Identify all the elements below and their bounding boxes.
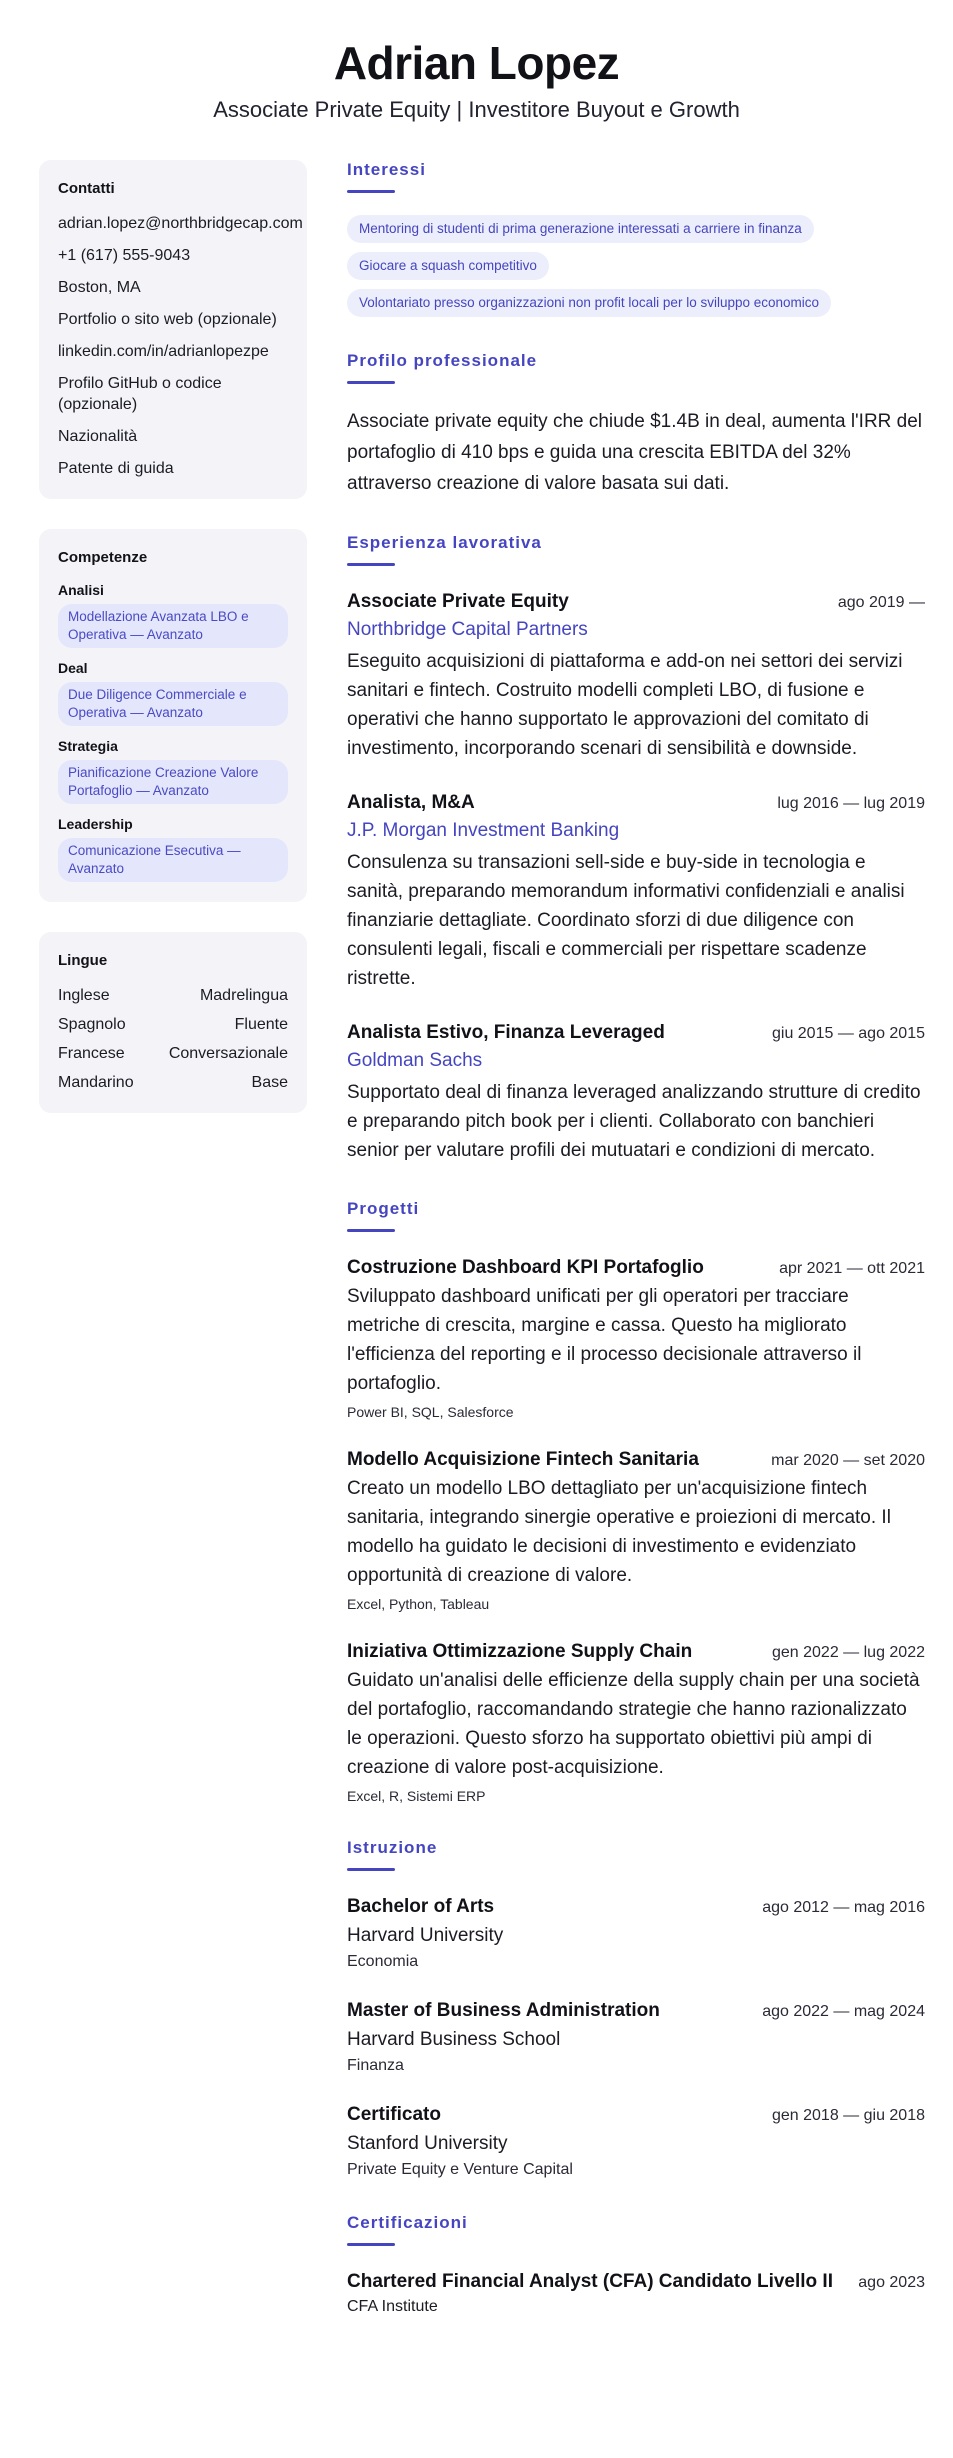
education-entry [347,2101,925,2179]
study-field: Private Equity e Venture Capital [347,2161,573,2178]
degree-date: ago 2012 — mag 2016 [762,1899,925,1916]
certification-issuer: CFA Institute [347,2298,438,2315]
resume-header [0,0,953,123]
skill-chip: Due Diligence Commerciale e Operativa — Avanzato [58,682,288,726]
experience-entry [347,789,925,993]
projects-section [347,1199,925,1804]
skill-category: Strategia [58,738,118,754]
certifications-section [347,2213,925,2316]
main-content [347,160,925,2316]
project-tools: Power BI, SQL, Salesforce [347,1404,514,1420]
language-name: Francese [58,1045,125,1062]
education-entry [347,1997,925,2075]
interests-list [347,215,925,317]
language-row [58,1072,288,1093]
interest-chip: Giocare a squash competitivo [347,252,549,280]
skill-group [58,660,288,726]
skill-category: Deal [58,660,88,676]
contact-phone[interactable]: +1 (617) 555-9043 [58,247,191,264]
job-description: Supportato deal di finanza leveraged analizzando strutture di credito e preparando pitch book per i clienti. Collaborato con banchieri senior per valutare profili dei mutuatari e condizioni di mercato. [347,1082,921,1161]
project-tools: Excel, R, Sistemi ERP [347,1788,486,1804]
project-name: Costruzione Dashboard KPI Portafoglio [347,1257,704,1278]
sidebar [39,160,307,1143]
language-row [58,1043,288,1064]
project-entry [347,1446,925,1612]
skill-group [58,582,288,648]
study-field: Finanza [347,2057,404,2074]
profile-section [347,351,925,499]
job-description: Eseguito acquisizioni di piattaforma e add-on nei settori dei servizi sanitari e fintech. Costruito modelli completi LBO, di fusione e operativi che hanno supportato le approvazioni del comitato di investimento, incorporando scenari di sensibilità e downside. [347,651,903,759]
certification-entry [347,2268,925,2316]
skill-chip: Modellazione Avanzata LBO e Operativa — Avanzato [58,604,288,648]
contacts-title: Contatti [58,180,115,197]
job-date: lug 2016 — lug 2019 [777,795,925,812]
school-name: Harvard University [347,1925,504,1946]
candidate-name: Adrian Lopez [333,37,620,89]
project-date: apr 2021 — ott 2021 [779,1260,925,1277]
section-divider [347,190,395,193]
skills-title: Competenze [58,549,148,566]
languages-card [39,932,307,1113]
skill-category: Leadership [58,816,133,832]
section-title: Progetti [347,1199,420,1218]
section-divider [347,2243,395,2246]
project-description: Creato un modello LBO dettagliato per un'acquisizione fintech sanitaria, integrando sinergie operative e proiezioni di mercato. Il modello ha guidato le decisioni di investimento e evidenziato opportunità di creazione di valore. [347,1478,891,1586]
interest-chip: Mentoring di studenti di prima generazione interessati a carriere in finanza [347,215,814,243]
job-company: Northbridge Capital Partners [347,619,588,640]
skill-group [58,738,288,804]
degree-date: gen 2018 — giu 2018 [771,2107,925,2124]
resume-body [39,160,929,2315]
section-title: Certificazioni [347,2213,468,2232]
job-date: ago 2019 — [837,594,925,611]
experience-entry [347,1019,925,1165]
project-date: mar 2020 — set 2020 [771,1452,925,1469]
skill-group [58,816,288,882]
contact-nationality: Nazionalità [58,428,138,445]
language-level: Conversazionale [168,1045,288,1062]
language-row [58,985,288,1006]
language-name: Spagnolo [58,1016,126,1033]
language-level: Fluente [234,1016,288,1033]
job-role: Analista, M&A [347,792,475,813]
contacts-card [39,160,307,499]
interest-chip: Volontariato presso organizzazioni non profit locali per lo sviluppo economico [347,289,831,317]
profile-summary: Associate private equity che chiude $1.4B in deal, aumenta l'IRR del portafoglio di 410 bps e guida una crescita EBITDA del 32% attraverso creazione di valore basata sui dati. [347,411,923,494]
degree-date: ago 2022 — mag 2024 [762,2003,925,2020]
education-section [347,1838,925,2179]
certification-date: ago 2023 [858,2274,925,2291]
school-name: Harvard Business School [347,2029,561,2050]
section-title: Profilo professionale [347,351,538,370]
contact-license: Patente di guida [58,460,174,477]
study-field: Economia [347,1953,419,1970]
language-row [58,1014,288,1035]
degree-name: Bachelor of Arts [347,1896,495,1917]
project-entry [347,1254,925,1420]
contact-location: Boston, MA [58,279,141,296]
project-date: gen 2022 — lug 2022 [771,1644,925,1661]
job-company: J.P. Morgan Investment Banking [347,820,620,841]
project-name: Iniziativa Ottimizzazione Supply Chain [347,1641,693,1662]
contact-linkedin[interactable]: linkedin.com/in/adrianlopezpe [58,343,269,360]
experience-entry [347,588,925,763]
interests-section [347,160,925,317]
skills-card [39,529,307,902]
experience-section [347,533,925,1165]
project-entry [347,1638,925,1804]
certification-name: Chartered Financial Analyst (CFA) Candidato Livello II [347,2271,833,2292]
language-level: Madrelingua [199,987,288,1004]
skill-chip: Comunicazione Esecutiva — Avanzato [58,838,288,882]
job-role: Associate Private Equity [347,591,569,612]
job-description: Consulenza su transazioni sell-side e buy-side in tecnologia e sanità, preparando memorandum informativi confidenziali e analisi finanziarie dettagliate. Coordinato sforzi di due diligence con consulenti legali, fiscali e commerciali per rispettare scadenze ristrette. [347,852,905,989]
section-title: Interessi [347,160,426,179]
degree-name: Master of Business Administration [347,2000,660,2021]
project-description: Sviluppato dashboard unificati per gli operatori per tracciare metriche di crescita, margine e cassa. Questo ha migliorato l'efficienza del reporting e il processo decisionale attraverso il portafoglio. [347,1286,862,1394]
section-divider [347,563,395,566]
job-company: Goldman Sachs [347,1050,483,1071]
school-name: Stanford University [347,2133,508,2154]
skill-chip: Pianificazione Creazione Valore Portafoglio — Avanzato [58,760,288,804]
section-divider [347,1229,395,1232]
candidate-tagline: Associate Private Equity | Investitore Buyout e Growth [213,96,740,122]
degree-name: Certificato [347,2104,441,2125]
project-tools: Excel, Python, Tableau [347,1596,490,1612]
contact-portfolio: Portfolio o sito web (opzionale) [58,311,277,328]
section-divider [347,381,395,384]
project-description: Guidato un'analisi delle efficienze della supply chain per una società del portafoglio, raccomandando strategie che hanno razionalizzato le operazioni. Questo sforzo ha supportato obiettivi più ampi di creazione di valore post-acquisizione. [347,1670,920,1778]
contact-email[interactable]: adrian.lopez@northbridgecap.com [58,215,303,232]
section-title: Esperienza lavorativa [347,533,542,552]
section-title: Istruzione [347,1838,438,1857]
language-name: Inglese [58,987,110,1004]
job-role: Analista Estivo, Finanza Leveraged [347,1022,665,1043]
language-name: Mandarino [58,1074,134,1091]
education-entry [347,1893,925,1971]
languages-title: Lingue [58,952,108,969]
skill-category: Analisi [58,582,104,598]
contact-github: Profilo GitHub o codice (opzionale) [58,375,222,413]
project-name: Modello Acquisizione Fintech Sanitaria [347,1449,699,1470]
job-date: giu 2015 — ago 2015 [771,1025,925,1042]
section-divider [347,1868,395,1871]
language-level: Base [251,1074,288,1091]
